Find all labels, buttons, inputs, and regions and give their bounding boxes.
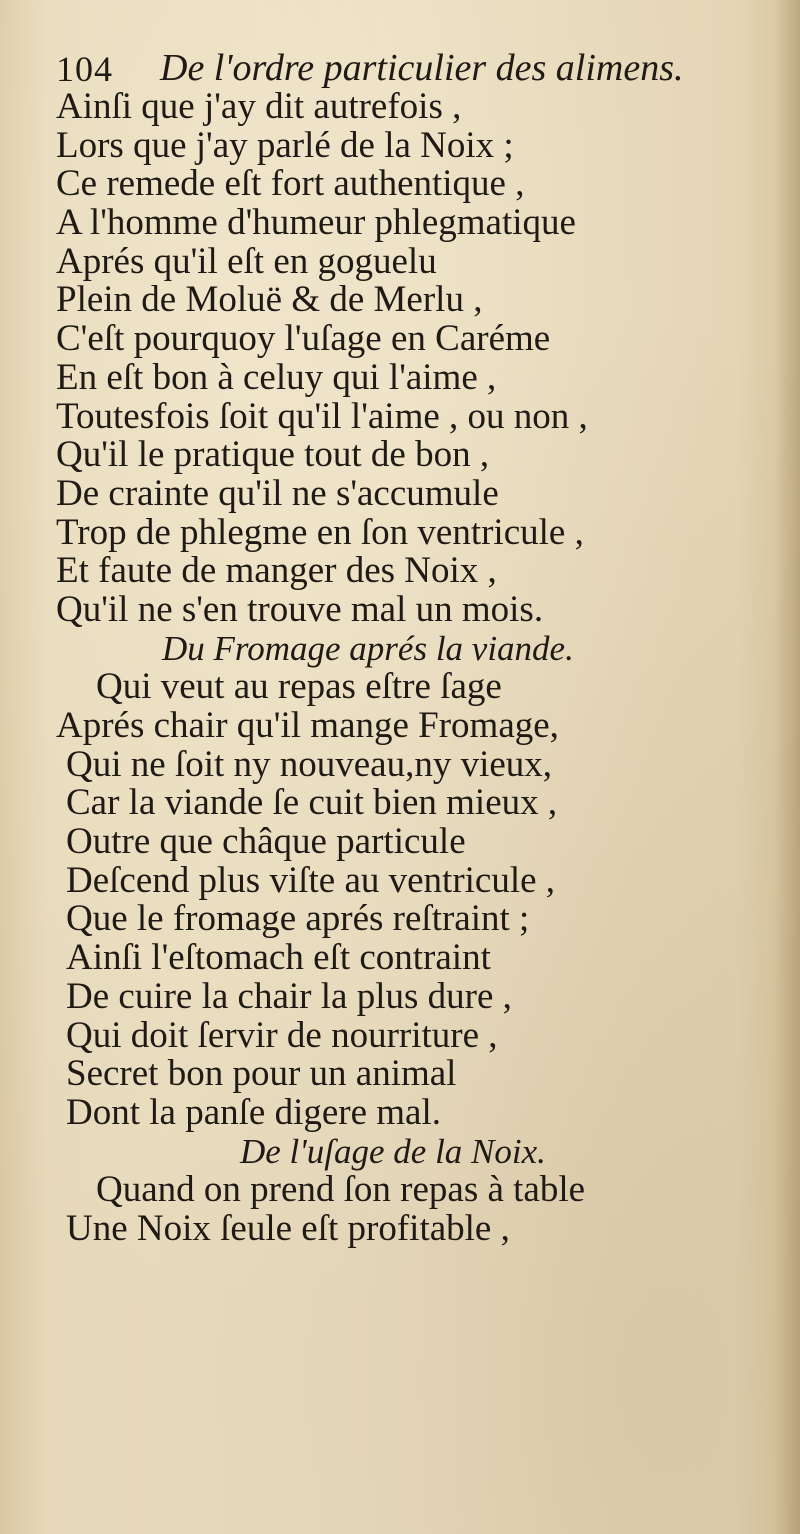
verse-line: Deſcend plus viſte au ventricule , xyxy=(66,859,556,901)
verse-line: Qui veut au repas eſtre ſage xyxy=(96,666,502,708)
poem-text xyxy=(56,88,756,1249)
verse-line: Qui doit ſervir de nourriture , xyxy=(66,1014,498,1056)
verse-line: Une Noix ſeule eſt profitable , xyxy=(66,1207,510,1249)
verse-line: De cuire la chair la plus dure , xyxy=(66,975,512,1017)
verse-line: Lors que j'ay parlé de la Noix ; xyxy=(56,124,514,166)
verse-line: Toutesfois ſoit qu'il l'aime , ou non , xyxy=(56,395,588,437)
verse-line: Aprés chair qu'il mange Fromage, xyxy=(56,705,559,746)
verse-line: A l'homme d'humeur phlegmatique xyxy=(56,202,576,244)
verse-line: Aprés qu'il eſt en goguelu xyxy=(56,240,437,282)
running-head: De l'ordre particulier des alimens. xyxy=(160,47,684,89)
verse-line: De crainte qu'il ne s'accumule xyxy=(56,472,499,514)
verse-line: Car la viande ſe cuit bien mieux , xyxy=(66,782,558,824)
page-number: 104 xyxy=(56,49,113,89)
verse-line: Qu'il ne s'en trouve mal un mois. xyxy=(56,588,544,630)
verse-line: Qui ne ſoit ny nouveau,ny vieux, xyxy=(66,743,553,785)
page-edge-shadow xyxy=(774,0,800,1534)
section-heading-fromage: Du Fromage aprés la viande. xyxy=(162,628,574,668)
verse-line: Ce remede eſt fort authentique , xyxy=(56,163,525,205)
verse-line: Trop de phlegme en ſon ventricule , xyxy=(56,511,584,553)
verse-line: Que le fromage aprés reſtraint ; xyxy=(66,898,530,940)
verse-line: Et faute de manger des Noix , xyxy=(56,550,497,592)
verse-line: C'eſt pourquoy l'uſage en Caréme xyxy=(56,318,551,360)
verse-line: Dont la panſe digere mal. xyxy=(66,1091,442,1133)
verse-line: Ainſi l'eſtomach eſt contraint xyxy=(66,937,491,979)
verse-line: Ainſi que j'ay dit autrefois , xyxy=(56,86,462,127)
section-heading-noix: De l'uſage de la Noix. xyxy=(240,1131,546,1171)
verse-line: Quand on prend ſon repas à table xyxy=(96,1169,586,1211)
verse-line: En eſt bon à celuy qui l'aime , xyxy=(56,356,497,398)
verse-line: Outre que châque particule xyxy=(66,821,466,863)
verse-line: Plein de Moluë & de Merlu , xyxy=(56,279,483,321)
verse-line: Secret bon pour un animal xyxy=(66,1053,457,1095)
verse-line: Qu'il le pratique tout de bon , xyxy=(56,434,490,476)
